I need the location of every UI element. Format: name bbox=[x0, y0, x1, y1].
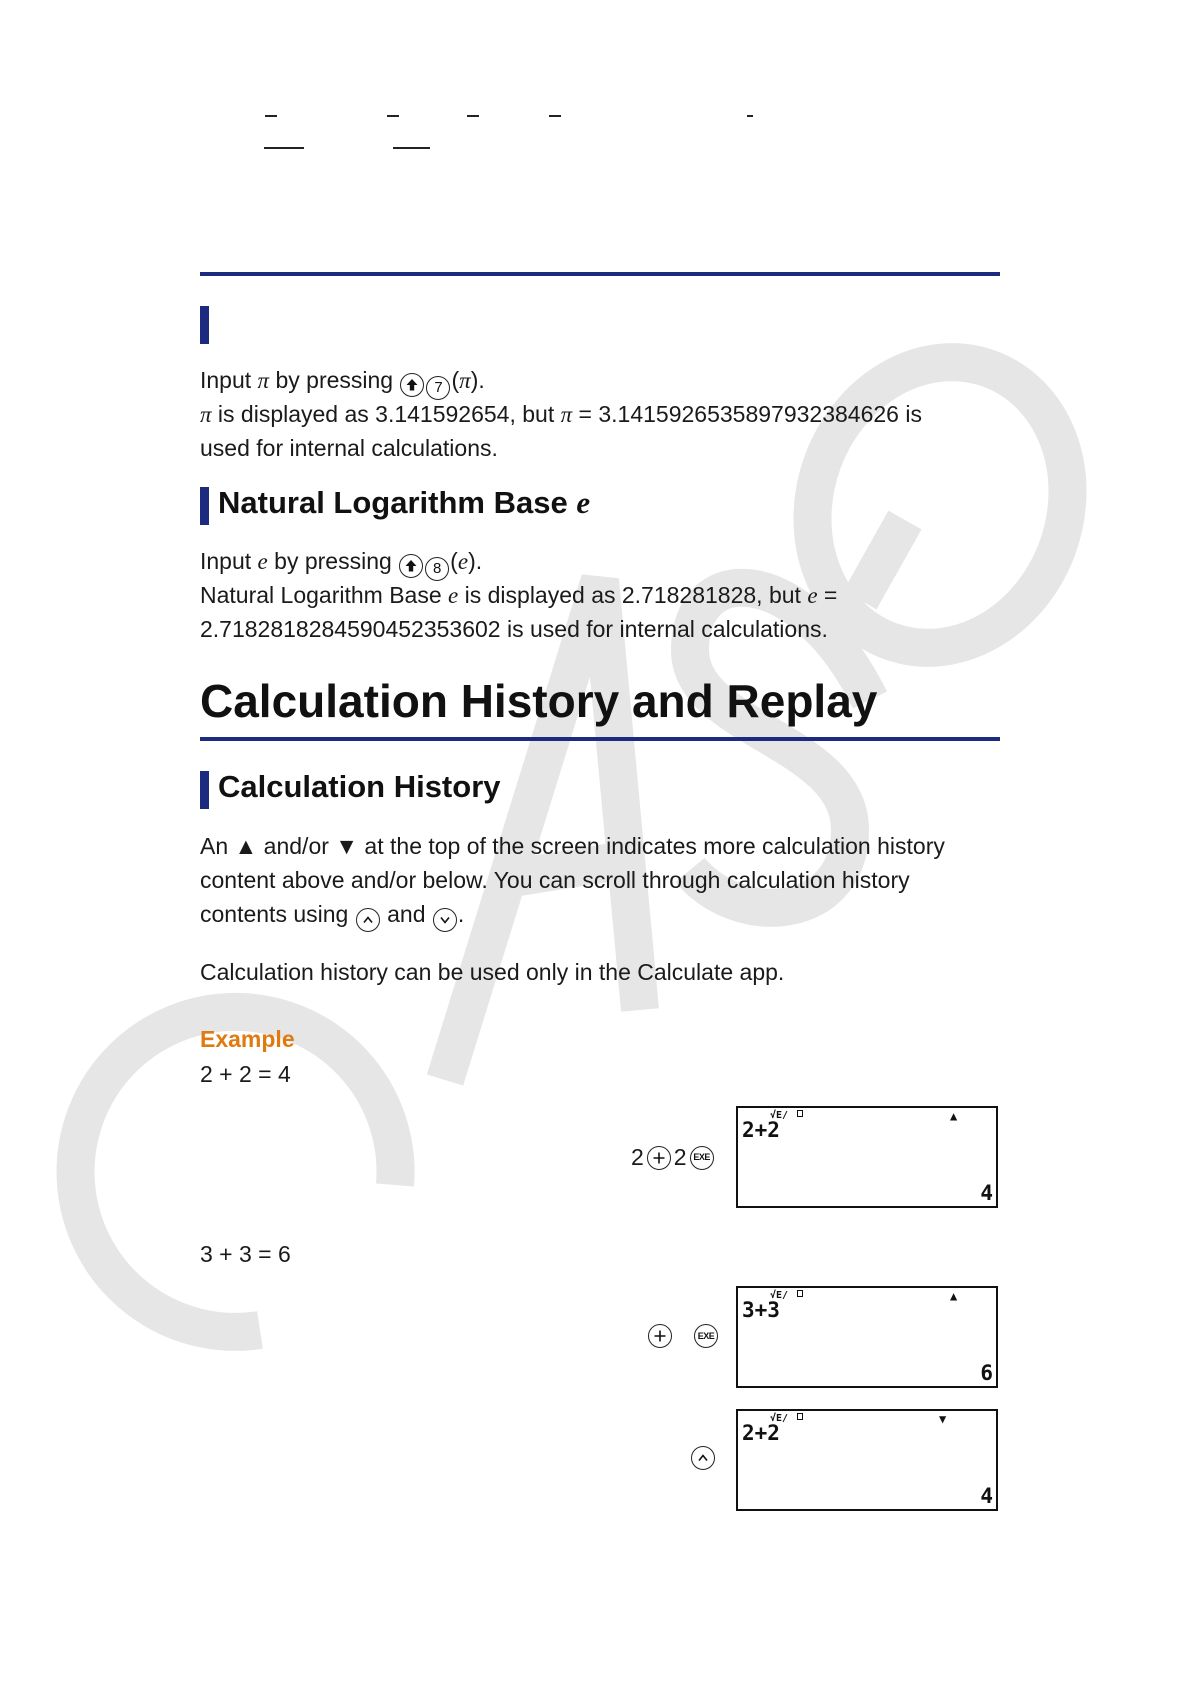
history-para-line-2: content above and/or below. You can scroll through calculation history bbox=[200, 867, 910, 893]
up-key-icon bbox=[356, 908, 380, 932]
e-input-line: Input e by pressing 8 (e). bbox=[200, 544, 482, 581]
plus-key-icon bbox=[648, 1324, 672, 1348]
screen-expression: 2+2 bbox=[742, 1118, 780, 1142]
e-internal-line: 2.7182818284590452353602 is used for internal calculations. bbox=[200, 616, 828, 642]
calculator-screen-2 bbox=[736, 1286, 998, 1388]
history-para-2: Calculation history can be used only in the Calculate app. bbox=[200, 959, 785, 985]
degree-indicator-icon bbox=[797, 1290, 803, 1297]
heading-natural-log-base: Natural Logarithm Base e bbox=[218, 485, 591, 520]
calculator-screen-1 bbox=[736, 1106, 998, 1208]
pi-display-line: π is displayed as 3.141592654, but π = 3.1415926535897932384626 is bbox=[200, 401, 922, 427]
example-expression-2: 3 + 3 = 6 bbox=[200, 1241, 291, 1267]
history-up-arrow-icon: ▲ bbox=[950, 1109, 958, 1123]
key-sequence-1: 2 2 EXE bbox=[631, 1144, 715, 1171]
remnant-dash-5 bbox=[747, 115, 753, 117]
history-down-arrow-icon: ▼ bbox=[939, 1412, 947, 1426]
remnant-line-2 bbox=[393, 147, 430, 149]
section-rule-top bbox=[200, 272, 1000, 276]
key-sequence-2 bbox=[647, 1324, 719, 1348]
screen-result: 6 bbox=[980, 1361, 993, 1385]
key-sequence-3 bbox=[690, 1446, 716, 1470]
pi-input-line: Input π by pressing 7 (π). bbox=[200, 363, 485, 400]
exe-key-icon: EXE bbox=[694, 1324, 718, 1348]
chapter-rule bbox=[200, 737, 1000, 741]
remnant-dash-4 bbox=[549, 115, 561, 117]
up-key-icon bbox=[691, 1446, 715, 1470]
exe-key-icon: EXE bbox=[690, 1146, 714, 1170]
math-indicator: √E/ bbox=[770, 1413, 789, 1424]
history-para-line-1: An ▲ and/or ▼ at the top of the screen indicates more calculation history bbox=[200, 833, 945, 859]
remnant-dash-2 bbox=[387, 115, 399, 117]
math-indicator: √E/ bbox=[770, 1290, 789, 1301]
shift-key-icon bbox=[400, 373, 424, 397]
screen-expression: 3+3 bbox=[742, 1298, 780, 1322]
screen-expression: 2+2 bbox=[742, 1421, 780, 1445]
example-expression-1: 2 + 2 = 4 bbox=[200, 1061, 291, 1087]
heading-bar-e bbox=[200, 487, 209, 525]
math-indicator: √E/ bbox=[770, 1110, 789, 1121]
calculator-screen-3 bbox=[736, 1409, 998, 1511]
heading-bar-pi bbox=[200, 306, 209, 344]
example-label: Example bbox=[200, 1026, 295, 1052]
heading-bar-history bbox=[200, 771, 209, 809]
eight-key-icon: 8 bbox=[425, 557, 449, 581]
remnant-line-1 bbox=[264, 147, 304, 149]
shift-key-icon bbox=[399, 554, 423, 578]
e-display-line: Natural Logarithm Base e is displayed as 2.718281828, but e = bbox=[200, 582, 838, 608]
remnant-dash-3 bbox=[467, 115, 479, 117]
remnant-dash-1 bbox=[265, 115, 277, 117]
degree-indicator-icon bbox=[797, 1413, 803, 1420]
screen-result: 4 bbox=[980, 1181, 993, 1205]
pi-internal-line: used for internal calculations. bbox=[200, 435, 498, 461]
degree-indicator-icon bbox=[797, 1110, 803, 1117]
down-key-icon bbox=[433, 908, 457, 932]
history-up-arrow-icon: ▲ bbox=[950, 1289, 958, 1303]
plus-key-icon bbox=[647, 1146, 671, 1170]
history-para-line-3: contents using and . bbox=[200, 897, 464, 932]
seven-key-icon: 7 bbox=[426, 376, 450, 400]
chapter-title: Calculation History and Replay bbox=[200, 675, 878, 727]
heading-calculation-history: Calculation History bbox=[218, 769, 501, 804]
screen-result: 4 bbox=[980, 1484, 993, 1508]
